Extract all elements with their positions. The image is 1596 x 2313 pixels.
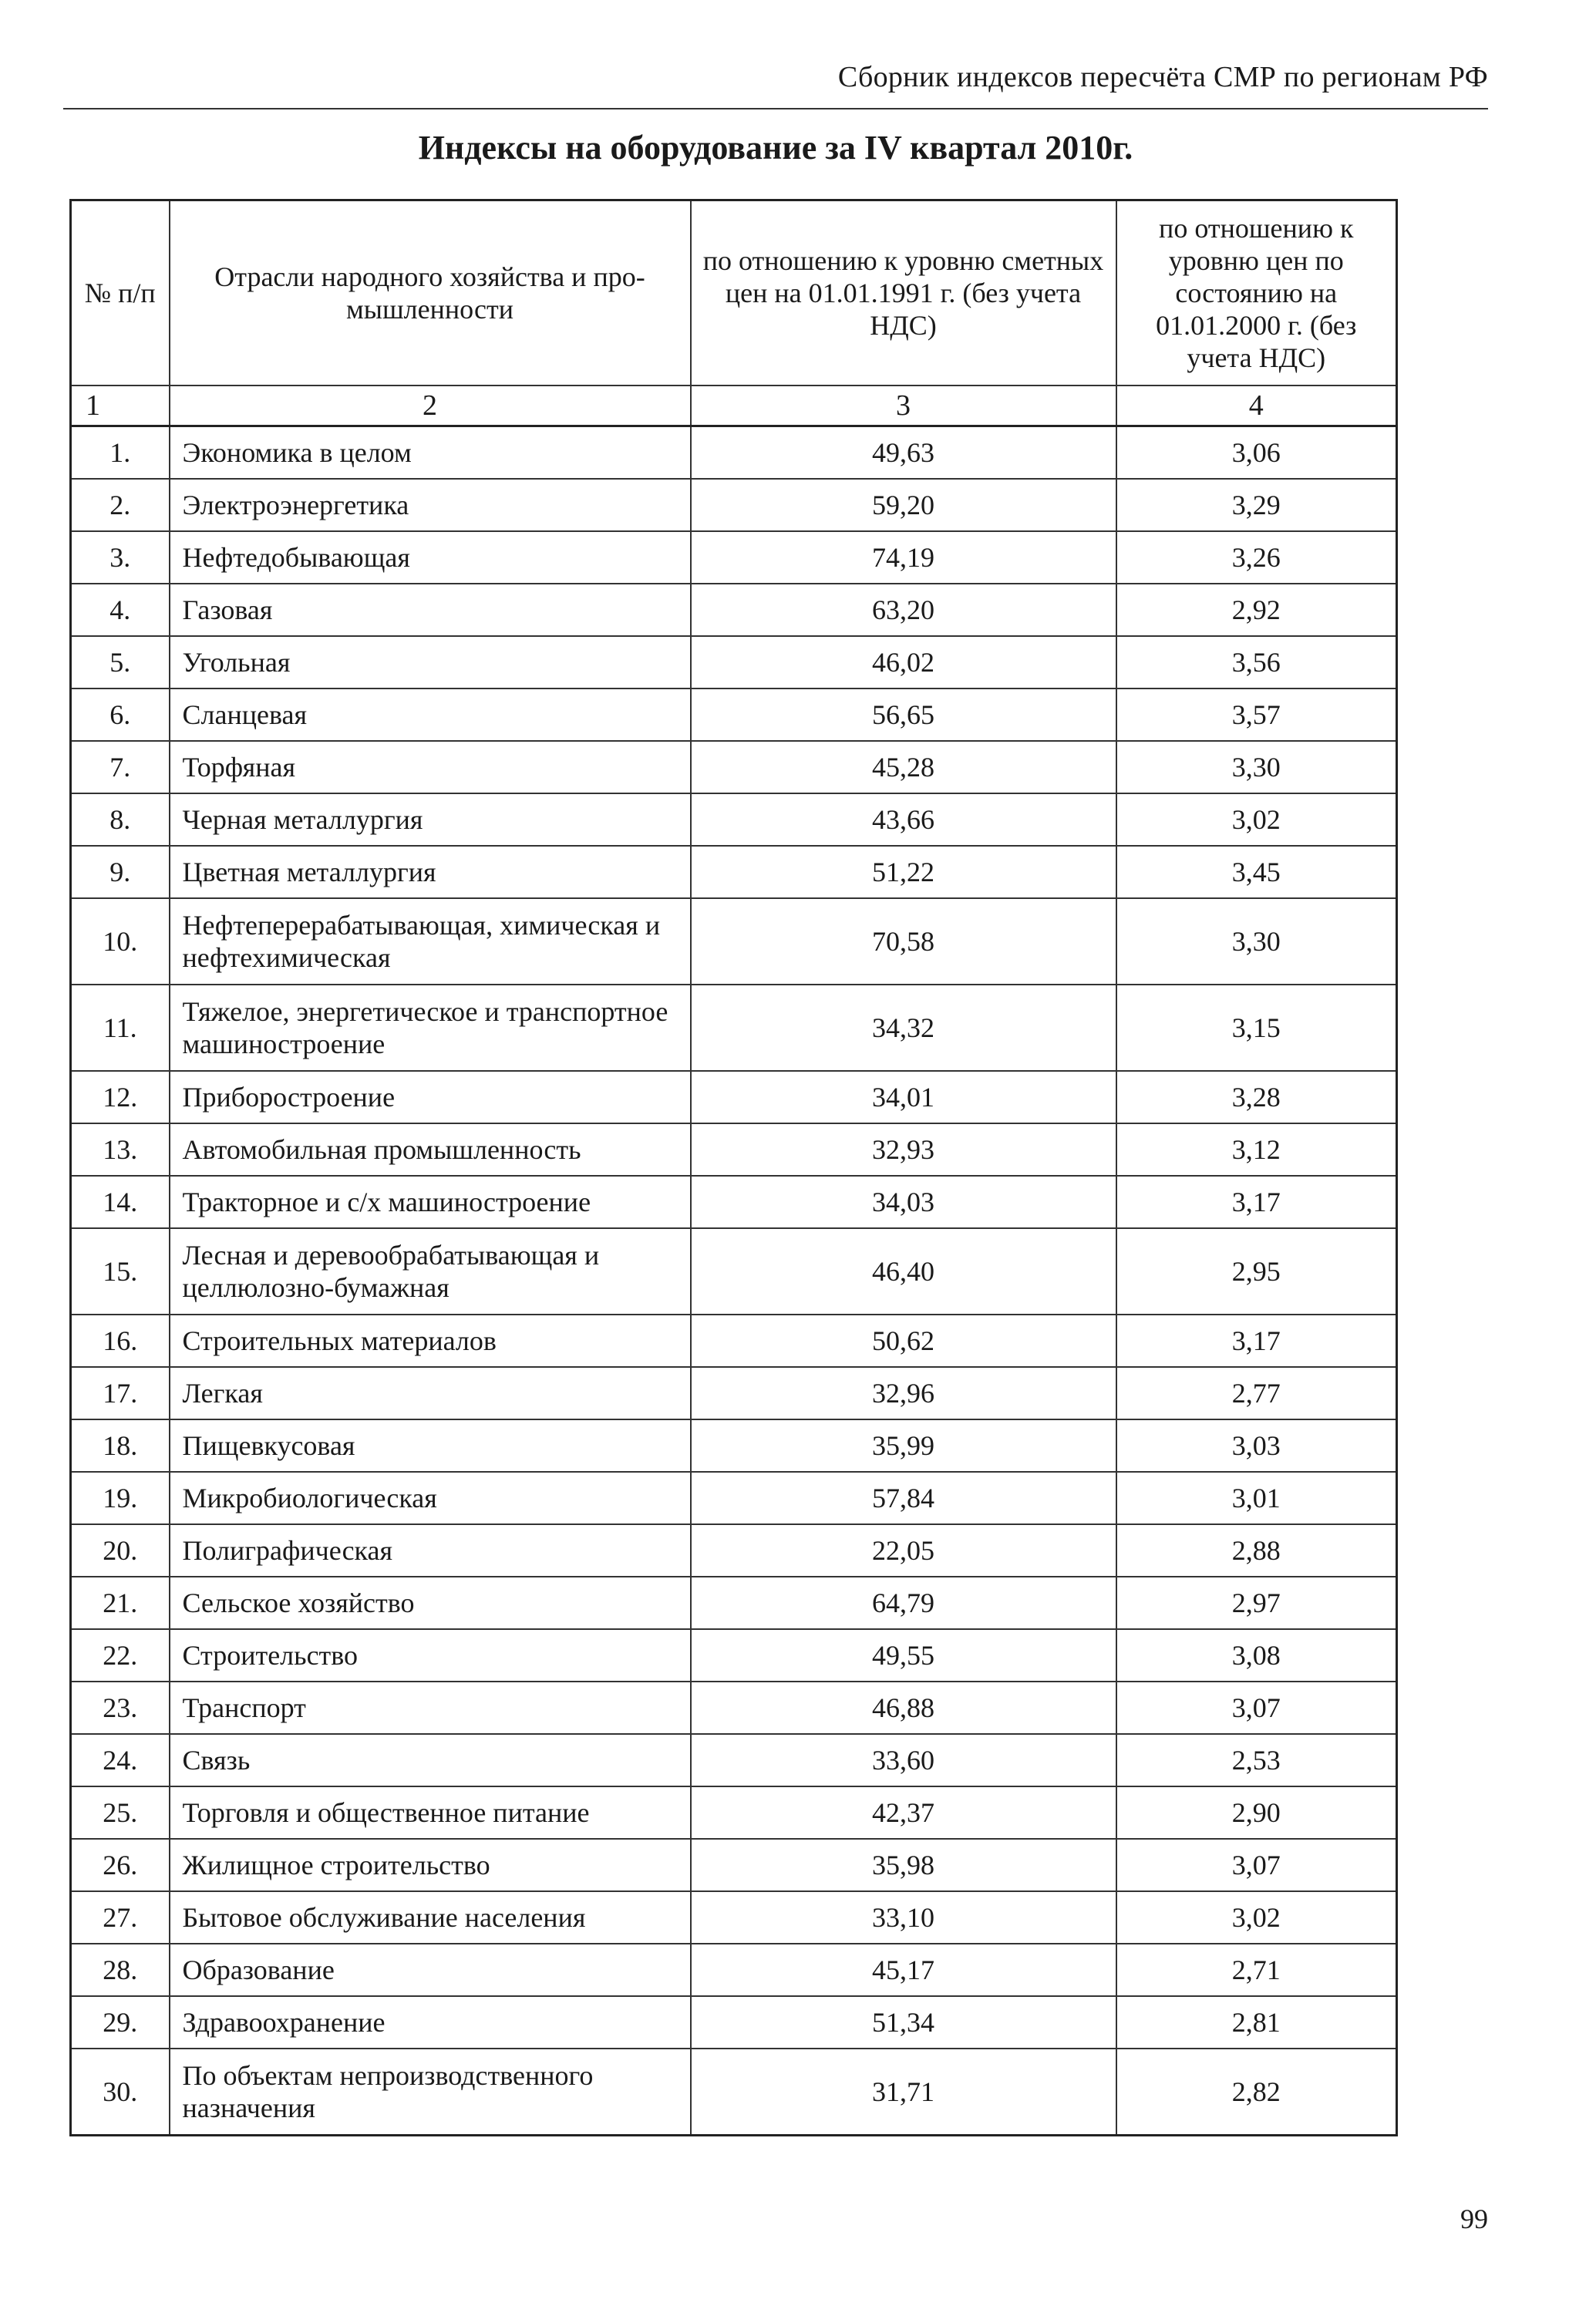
row-number-cell: 25.	[71, 1786, 170, 1839]
index-1991-cell: 46,88	[691, 1682, 1116, 1734]
industry-name-cell: Экономика в целом	[170, 426, 691, 479]
row-number-cell: 10.	[71, 898, 170, 985]
row-number-cell: 16.	[71, 1315, 170, 1367]
index-2000-cell: 2,82	[1116, 2049, 1397, 2136]
industry-name-cell: Жилищное строительство	[170, 1839, 691, 1891]
index-2000-cell: 2,95	[1116, 1228, 1397, 1315]
index-1991-cell: 42,37	[691, 1786, 1116, 1839]
index-1991-cell: 63,20	[691, 584, 1116, 636]
row-number-cell: 22.	[71, 1629, 170, 1682]
row-number-cell: 30.	[71, 2049, 170, 2136]
industry-name-cell: Электроэнергетика	[170, 479, 691, 531]
industry-name-cell: По объектам непроизводственного назначения	[170, 2049, 691, 2136]
page-number: 99	[1460, 2204, 1488, 2234]
table-body	[71, 426, 1397, 2135]
row-number-cell: 23.	[71, 1682, 170, 1734]
column-number: 3	[691, 386, 1116, 426]
row-number-cell: 21.	[71, 1577, 170, 1629]
index-1991-cell: 64,79	[691, 1577, 1116, 1629]
industry-name-cell: Сельское хозяйство	[170, 1577, 691, 1629]
table-row	[71, 1176, 1397, 1228]
index-2000-cell: 3,02	[1116, 793, 1397, 846]
table-row	[71, 531, 1397, 584]
index-1991-cell: 59,20	[691, 479, 1116, 531]
table-row	[71, 584, 1397, 636]
table-row	[71, 1315, 1397, 1367]
industry-name-cell: Связь	[170, 1734, 691, 1786]
industry-name-cell: Транспорт	[170, 1682, 691, 1734]
industry-name-cell: Тяжелое, энергетическое и транспортное машиностроение	[170, 985, 691, 1071]
index-1991-cell: 49,55	[691, 1629, 1116, 1682]
table-row	[71, 1996, 1397, 2049]
column-header-number: № п/п	[71, 200, 170, 386]
index-1991-cell: 33,60	[691, 1734, 1116, 1786]
index-1991-cell: 33,10	[691, 1891, 1116, 1944]
table-row	[71, 689, 1397, 741]
table-header-row	[71, 200, 1397, 386]
row-number-cell: 5.	[71, 636, 170, 689]
table-row	[71, 1367, 1397, 1419]
table-row	[71, 636, 1397, 689]
column-header-industry: Отрасли народного хозяйства и про-мышленности	[170, 200, 691, 386]
table-row	[71, 1419, 1397, 1472]
table-row	[71, 1629, 1397, 1682]
table-row	[71, 1071, 1397, 1123]
index-1991-cell: 34,03	[691, 1176, 1116, 1228]
index-2000-cell: 3,17	[1116, 1315, 1397, 1367]
running-header: Сборник индексов пересчёта СМР по регионам РФ	[837, 61, 1488, 93]
index-2000-cell: 3,56	[1116, 636, 1397, 689]
index-2000-cell: 3,01	[1116, 1472, 1397, 1524]
index-2000-cell: 3,07	[1116, 1839, 1397, 1891]
index-2000-cell: 3,57	[1116, 689, 1397, 741]
index-1991-cell: 32,93	[691, 1123, 1116, 1176]
table-row	[71, 1123, 1397, 1176]
row-number-cell: 27.	[71, 1891, 170, 1944]
row-number-cell: 4.	[71, 584, 170, 636]
index-2000-cell: 3,30	[1116, 898, 1397, 985]
index-2000-cell: 2,53	[1116, 1734, 1397, 1786]
industry-name-cell: Здравоохранение	[170, 1996, 691, 2049]
table-row	[71, 1524, 1397, 1577]
row-number-cell: 2.	[71, 479, 170, 531]
header-rule	[63, 108, 1488, 109]
index-1991-cell: 35,98	[691, 1839, 1116, 1891]
index-1991-cell: 51,34	[691, 1996, 1116, 2049]
table-row	[71, 1944, 1397, 1996]
row-number-cell: 9.	[71, 846, 170, 898]
industry-name-cell: Образование	[170, 1944, 691, 1996]
index-1991-cell: 22,05	[691, 1524, 1116, 1577]
index-1991-cell: 56,65	[691, 689, 1116, 741]
industry-name-cell: Торговля и общественное питание	[170, 1786, 691, 1839]
industry-name-cell: Нефтедобывающая	[170, 531, 691, 584]
industry-name-cell: Сланцевая	[170, 689, 691, 741]
industry-name-cell: Лесная и деревообрабатывающая и целлюлозно-бумажная	[170, 1228, 691, 1315]
industry-name-cell: Строительных материалов	[170, 1315, 691, 1367]
index-2000-cell: 3,03	[1116, 1419, 1397, 1472]
row-number-cell: 28.	[71, 1944, 170, 1996]
equipment-index-table	[69, 199, 1398, 2136]
row-number-cell: 8.	[71, 793, 170, 846]
index-1991-cell: 45,17	[691, 1944, 1116, 1996]
index-2000-cell: 2,97	[1116, 1577, 1397, 1629]
row-number-cell: 20.	[71, 1524, 170, 1577]
column-header-index-2000: по отношению к уровню цен по состоянию на 01.01.2000 г. (без учета НДС)	[1116, 200, 1397, 386]
index-2000-cell: 3,12	[1116, 1123, 1397, 1176]
industry-name-cell: Микробиологическая	[170, 1472, 691, 1524]
table-row	[71, 846, 1397, 898]
index-1991-cell: 74,19	[691, 531, 1116, 584]
column-number: 2	[170, 386, 691, 426]
row-number-cell: 15.	[71, 1228, 170, 1315]
table-row	[71, 985, 1397, 1071]
index-2000-cell: 3,28	[1116, 1071, 1397, 1123]
index-1991-cell: 46,40	[691, 1228, 1116, 1315]
index-2000-cell: 3,17	[1116, 1176, 1397, 1228]
industry-name-cell: Тракторное и с/х машиностроение	[170, 1176, 691, 1228]
row-number-cell: 7.	[71, 741, 170, 793]
industry-name-cell: Пищевкусовая	[170, 1419, 691, 1472]
table-row	[71, 1734, 1397, 1786]
table-row	[71, 1839, 1397, 1891]
index-2000-cell: 3,30	[1116, 741, 1397, 793]
index-1991-cell: 34,32	[691, 985, 1116, 1071]
index-2000-cell: 2,90	[1116, 1786, 1397, 1839]
index-2000-cell: 2,92	[1116, 584, 1397, 636]
index-1991-cell: 57,84	[691, 1472, 1116, 1524]
index-2000-cell: 3,06	[1116, 426, 1397, 479]
index-2000-cell: 2,81	[1116, 1996, 1397, 2049]
index-1991-cell: 35,99	[691, 1419, 1116, 1472]
row-number-cell: 3.	[71, 531, 170, 584]
row-number-cell: 13.	[71, 1123, 170, 1176]
index-1991-cell: 50,62	[691, 1315, 1116, 1367]
row-number-cell: 17.	[71, 1367, 170, 1419]
industry-name-cell: Приборостроение	[170, 1071, 691, 1123]
row-number-cell: 6.	[71, 689, 170, 741]
index-1991-cell: 51,22	[691, 846, 1116, 898]
index-1991-cell: 43,66	[691, 793, 1116, 846]
row-number-cell: 26.	[71, 1839, 170, 1891]
index-2000-cell: 3,15	[1116, 985, 1397, 1071]
table-row	[71, 479, 1397, 531]
industry-name-cell: Нефтеперерабатывающая, химическая и нефтехимическая	[170, 898, 691, 985]
index-2000-cell: 3,45	[1116, 846, 1397, 898]
column-number: 1	[71, 386, 170, 426]
industry-name-cell: Угольная	[170, 636, 691, 689]
index-1991-cell: 45,28	[691, 741, 1116, 793]
index-2000-cell: 3,08	[1116, 1629, 1397, 1682]
industry-name-cell: Цветная металлургия	[170, 846, 691, 898]
index-2000-cell: 3,02	[1116, 1891, 1397, 1944]
index-1991-cell: 49,63	[691, 426, 1116, 479]
index-1991-cell: 70,58	[691, 898, 1116, 985]
industry-name-cell: Легкая	[170, 1367, 691, 1419]
table-row	[71, 1786, 1397, 1839]
industry-name-cell: Торфяная	[170, 741, 691, 793]
index-table-container	[69, 199, 1396, 2136]
column-number: 4	[1116, 386, 1397, 426]
index-1991-cell: 46,02	[691, 636, 1116, 689]
table-row	[71, 793, 1397, 846]
row-number-cell: 14.	[71, 1176, 170, 1228]
row-number-cell: 24.	[71, 1734, 170, 1786]
column-header-index-1991: по отношению к уровню сметных цен на 01.01.1991 г. (без учета НДС)	[691, 200, 1116, 386]
table-row	[71, 1891, 1397, 1944]
row-number-cell: 29.	[71, 1996, 170, 2049]
index-2000-cell: 2,88	[1116, 1524, 1397, 1577]
row-number-cell: 1.	[71, 426, 170, 479]
row-number-cell: 12.	[71, 1071, 170, 1123]
index-2000-cell: 2,77	[1116, 1367, 1397, 1419]
table-row	[71, 1472, 1397, 1524]
row-number-cell: 18.	[71, 1419, 170, 1472]
industry-name-cell: Полиграфическая	[170, 1524, 691, 1577]
row-number-cell: 11.	[71, 985, 170, 1071]
industry-name-cell: Автомобильная промышленность	[170, 1123, 691, 1176]
table-row	[71, 1682, 1397, 1734]
industry-name-cell: Бытовое обслуживание населения	[170, 1891, 691, 1944]
industry-name-cell: Строительство	[170, 1629, 691, 1682]
table-row	[71, 1577, 1397, 1629]
index-2000-cell: 3,29	[1116, 479, 1397, 531]
table-row	[71, 898, 1397, 985]
document-title: Индексы на оборудование за IV квартал 2010г.	[418, 129, 1133, 167]
index-2000-cell: 3,26	[1116, 531, 1397, 584]
index-2000-cell: 2,71	[1116, 1944, 1397, 1996]
table-row	[71, 1228, 1397, 1315]
row-number-cell: 19.	[71, 1472, 170, 1524]
index-1991-cell: 34,01	[691, 1071, 1116, 1123]
table-row	[71, 426, 1397, 479]
index-1991-cell: 32,96	[691, 1367, 1116, 1419]
industry-name-cell: Черная металлургия	[170, 793, 691, 846]
index-1991-cell: 31,71	[691, 2049, 1116, 2136]
index-2000-cell: 3,07	[1116, 1682, 1397, 1734]
industry-name-cell: Газовая	[170, 584, 691, 636]
column-number-row	[71, 386, 1397, 426]
table-row	[71, 2049, 1397, 2136]
table-row	[71, 741, 1397, 793]
